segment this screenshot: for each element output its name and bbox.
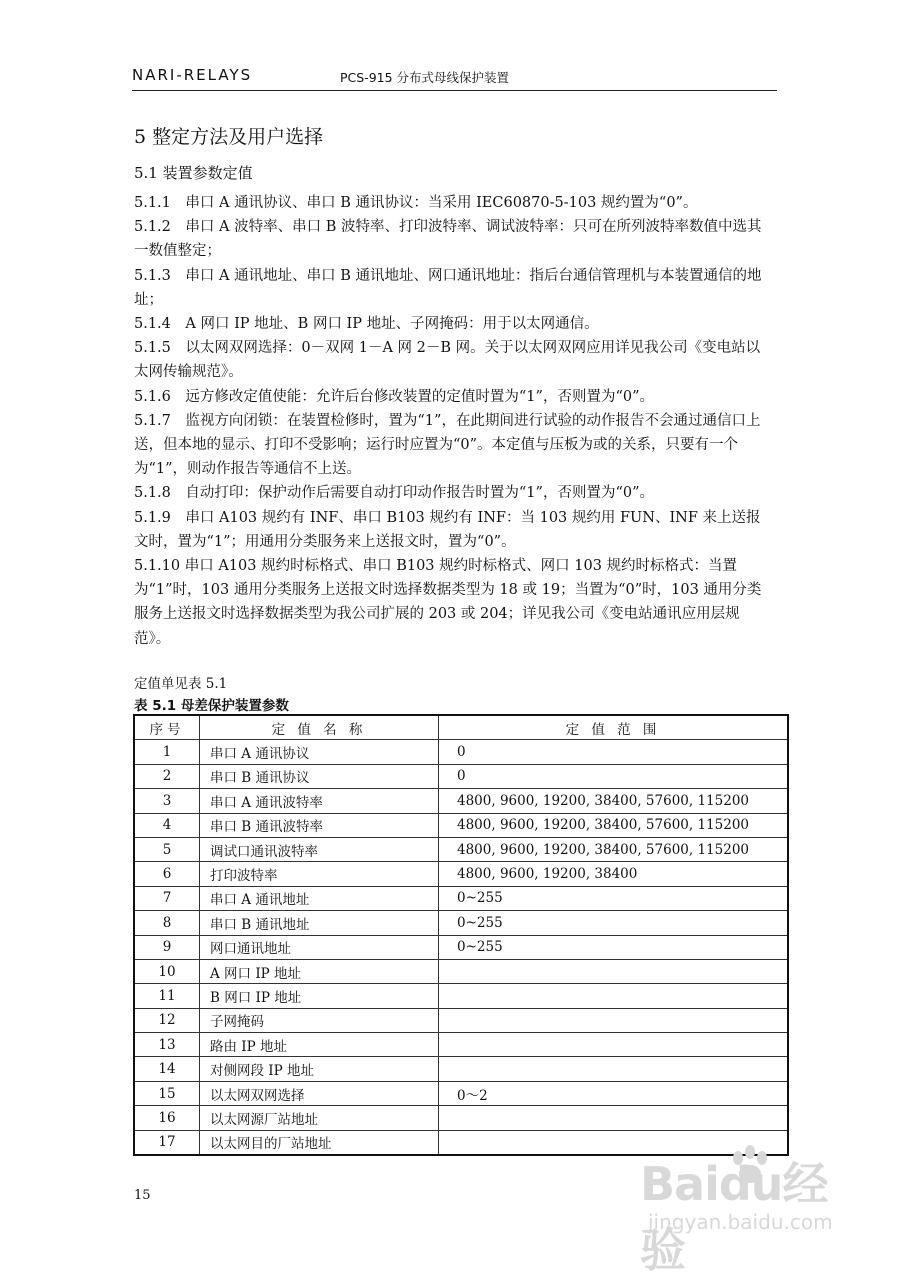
table-row [134, 911, 788, 935]
row-index: 1 [134, 740, 200, 764]
header-index: 序号 [134, 715, 200, 740]
table-header-row [134, 715, 788, 740]
row-index: 10 [134, 959, 200, 983]
paragraph: 5.1.5 以太网双网选择：0－双网 1－A 网 2－B 网。关于以太网双网应用详见我公司《变电站以太网传输规范》。 [134, 340, 761, 381]
paragraph: 5.1.2 串口 A 波特率、串口 B 波特率、打印波特率、调试波特率：只可在所列波特率数值中选其一数值整定； [134, 219, 762, 260]
setting-range [439, 959, 789, 983]
page-header [132, 66, 777, 88]
watermark-url: jingyan.baidu.com [648, 1210, 833, 1234]
setting-name: 打印波特率 [200, 862, 439, 886]
setting-name: 以太网目的厂站地址 [200, 1130, 439, 1155]
setting-name: B 网口 IP 地址 [200, 984, 439, 1008]
row-index: 5 [134, 837, 200, 861]
setting-range [439, 1033, 789, 1057]
row-index: 4 [134, 813, 200, 837]
setting-range: 4800, 9600, 19200, 38400, 57600, 115200 [439, 837, 789, 861]
setting-name: 对侧网段 IP 地址 [200, 1057, 439, 1081]
table-row [134, 813, 788, 837]
setting-name: 调试口通讯波特率 [200, 837, 439, 861]
setting-name: 串口 B 通讯波特率 [200, 813, 439, 837]
setting-range: 4800, 9600, 19200, 38400 [439, 862, 789, 886]
setting-range: 0~255 [439, 935, 789, 959]
setting-name: 串口 B 通讯地址 [200, 911, 439, 935]
setting-name: 以太网双网选择 [200, 1081, 439, 1105]
table-caption: 表 5.1 母差保护装置参数 [134, 698, 289, 714]
row-index: 9 [134, 935, 200, 959]
paragraph: 5.1.3 串口 A 通讯地址、串口 B 通讯地址、网口通讯地址：指后台通信管理机与本装置通信的地址； [134, 267, 762, 308]
watermark [640, 1148, 840, 1277]
paragraph: 5.1.4 A 网口 IP 地址、B 网口 IP 地址、子网掩码：用于以太网通信。 [134, 316, 599, 333]
parameter-table [133, 714, 789, 1156]
row-index: 11 [134, 984, 200, 1008]
table-row [134, 764, 788, 788]
setting-range [439, 1057, 789, 1081]
setting-range: 0~255 [439, 911, 789, 935]
setting-name: 路由 IP 地址 [200, 1033, 439, 1057]
setting-name: 串口 A 通讯地址 [200, 886, 439, 910]
product-title: PCS-915 分布式母线保护装置 [340, 70, 510, 85]
row-index: 2 [134, 764, 200, 788]
table-row [134, 837, 788, 861]
paragraph: 5.1.8 自动打印：保护动作后需要自动打印动作报告时置为“1”，否则置为“0”。 [134, 485, 654, 502]
table-row [134, 789, 788, 813]
section-title: 5 整定方法及用户选择 [134, 126, 324, 148]
row-index: 7 [134, 886, 200, 910]
setting-range [439, 1106, 789, 1130]
table-row [134, 1008, 788, 1032]
table-row [134, 886, 788, 910]
table-reference: 定值单见表 5.1 [134, 676, 228, 692]
setting-range: 4800, 9600, 19200, 38400, 57600, 115200 [439, 813, 789, 837]
paragraph: 5.1.6 远方修改定值使能：允许后台修改装置的定值时置为“1”，否则置为“0”。 [134, 388, 654, 405]
setting-name: 子网掩码 [200, 1008, 439, 1032]
header-divider [132, 90, 777, 91]
watermark-logo: Baidu经验 [640, 1157, 828, 1277]
row-index: 16 [134, 1106, 200, 1130]
table-row [134, 1033, 788, 1057]
header-name: 定 值 名 称 [200, 715, 439, 740]
setting-range: 4800, 9600, 19200, 38400, 57600, 115200 [439, 789, 789, 813]
row-index: 14 [134, 1057, 200, 1081]
row-index: 13 [134, 1033, 200, 1057]
row-index: 17 [134, 1130, 200, 1155]
setting-name: 串口 A 通讯协议 [200, 740, 439, 764]
subsection-title: 5.1 装置参数定值 [134, 164, 253, 182]
table-row [134, 1106, 788, 1130]
paragraph: 5.1.9 串口 A103 规约有 INF、串口 B103 规约有 INF：当 103 规约用 FUN、INF 来上送报文时，置为“1”；用通用分类服务来上送报文时，置为“0”。 [134, 509, 761, 550]
setting-range: 0 [439, 764, 789, 788]
setting-range: 0~255 [439, 886, 789, 910]
setting-range: 0 [439, 740, 789, 764]
header-range: 定 值 范 围 [439, 715, 789, 740]
row-index: 3 [134, 789, 200, 813]
setting-range [439, 1008, 789, 1032]
page-number: 15 [134, 1188, 151, 1203]
row-index: 8 [134, 911, 200, 935]
row-index: 15 [134, 1081, 200, 1105]
table-row [134, 862, 788, 886]
paragraph: 5.1.10 串口 A103 规约时标格式、串口 B103 规约时标格式、网口 103 规约时标格式：当置为“1”时，103 通用分类服务上送报文时选择数据类型为 18 或 19；当置为“0”时，103 通用分类服务上送报文时选择数据类型为我公司扩展的 203 或 204；详见我公司《变电站通讯应用层规范》。 [134, 558, 762, 647]
table-row [134, 1057, 788, 1081]
row-index: 12 [134, 1008, 200, 1032]
brand-name: NARI-RELAYS [132, 66, 253, 84]
setting-name: 串口 A 通讯波特率 [200, 789, 439, 813]
table-row [134, 984, 788, 1008]
table-row [134, 935, 788, 959]
setting-name: A 网口 IP 地址 [200, 959, 439, 983]
paragraph: 5.1.1 串口 A 通讯协议、串口 B 通讯协议：当采用 IEC60870-5-103 规约置为“0”。 [134, 195, 698, 211]
setting-range: 0～2 [439, 1081, 789, 1105]
row-index: 6 [134, 862, 200, 886]
setting-name: 以太网源厂站地址 [200, 1106, 439, 1130]
table-row [134, 740, 788, 764]
setting-name: 串口 B 通讯协议 [200, 764, 439, 788]
body-text [134, 191, 774, 651]
table-row [134, 959, 788, 983]
paragraph: 5.1.7 监视方向闭锁：在装置检修时，置为“1”，在此期间进行试验的动作报告不会通过通信口上送，但本地的显示、打印不受影响；运行时应置为“0”。本定值与压板为或的关系，只要有一个为“1”，则动作报告等通信不上送。 [134, 412, 761, 478]
setting-range [439, 984, 789, 1008]
table-row [134, 1081, 788, 1105]
setting-name: 网口通讯地址 [200, 935, 439, 959]
